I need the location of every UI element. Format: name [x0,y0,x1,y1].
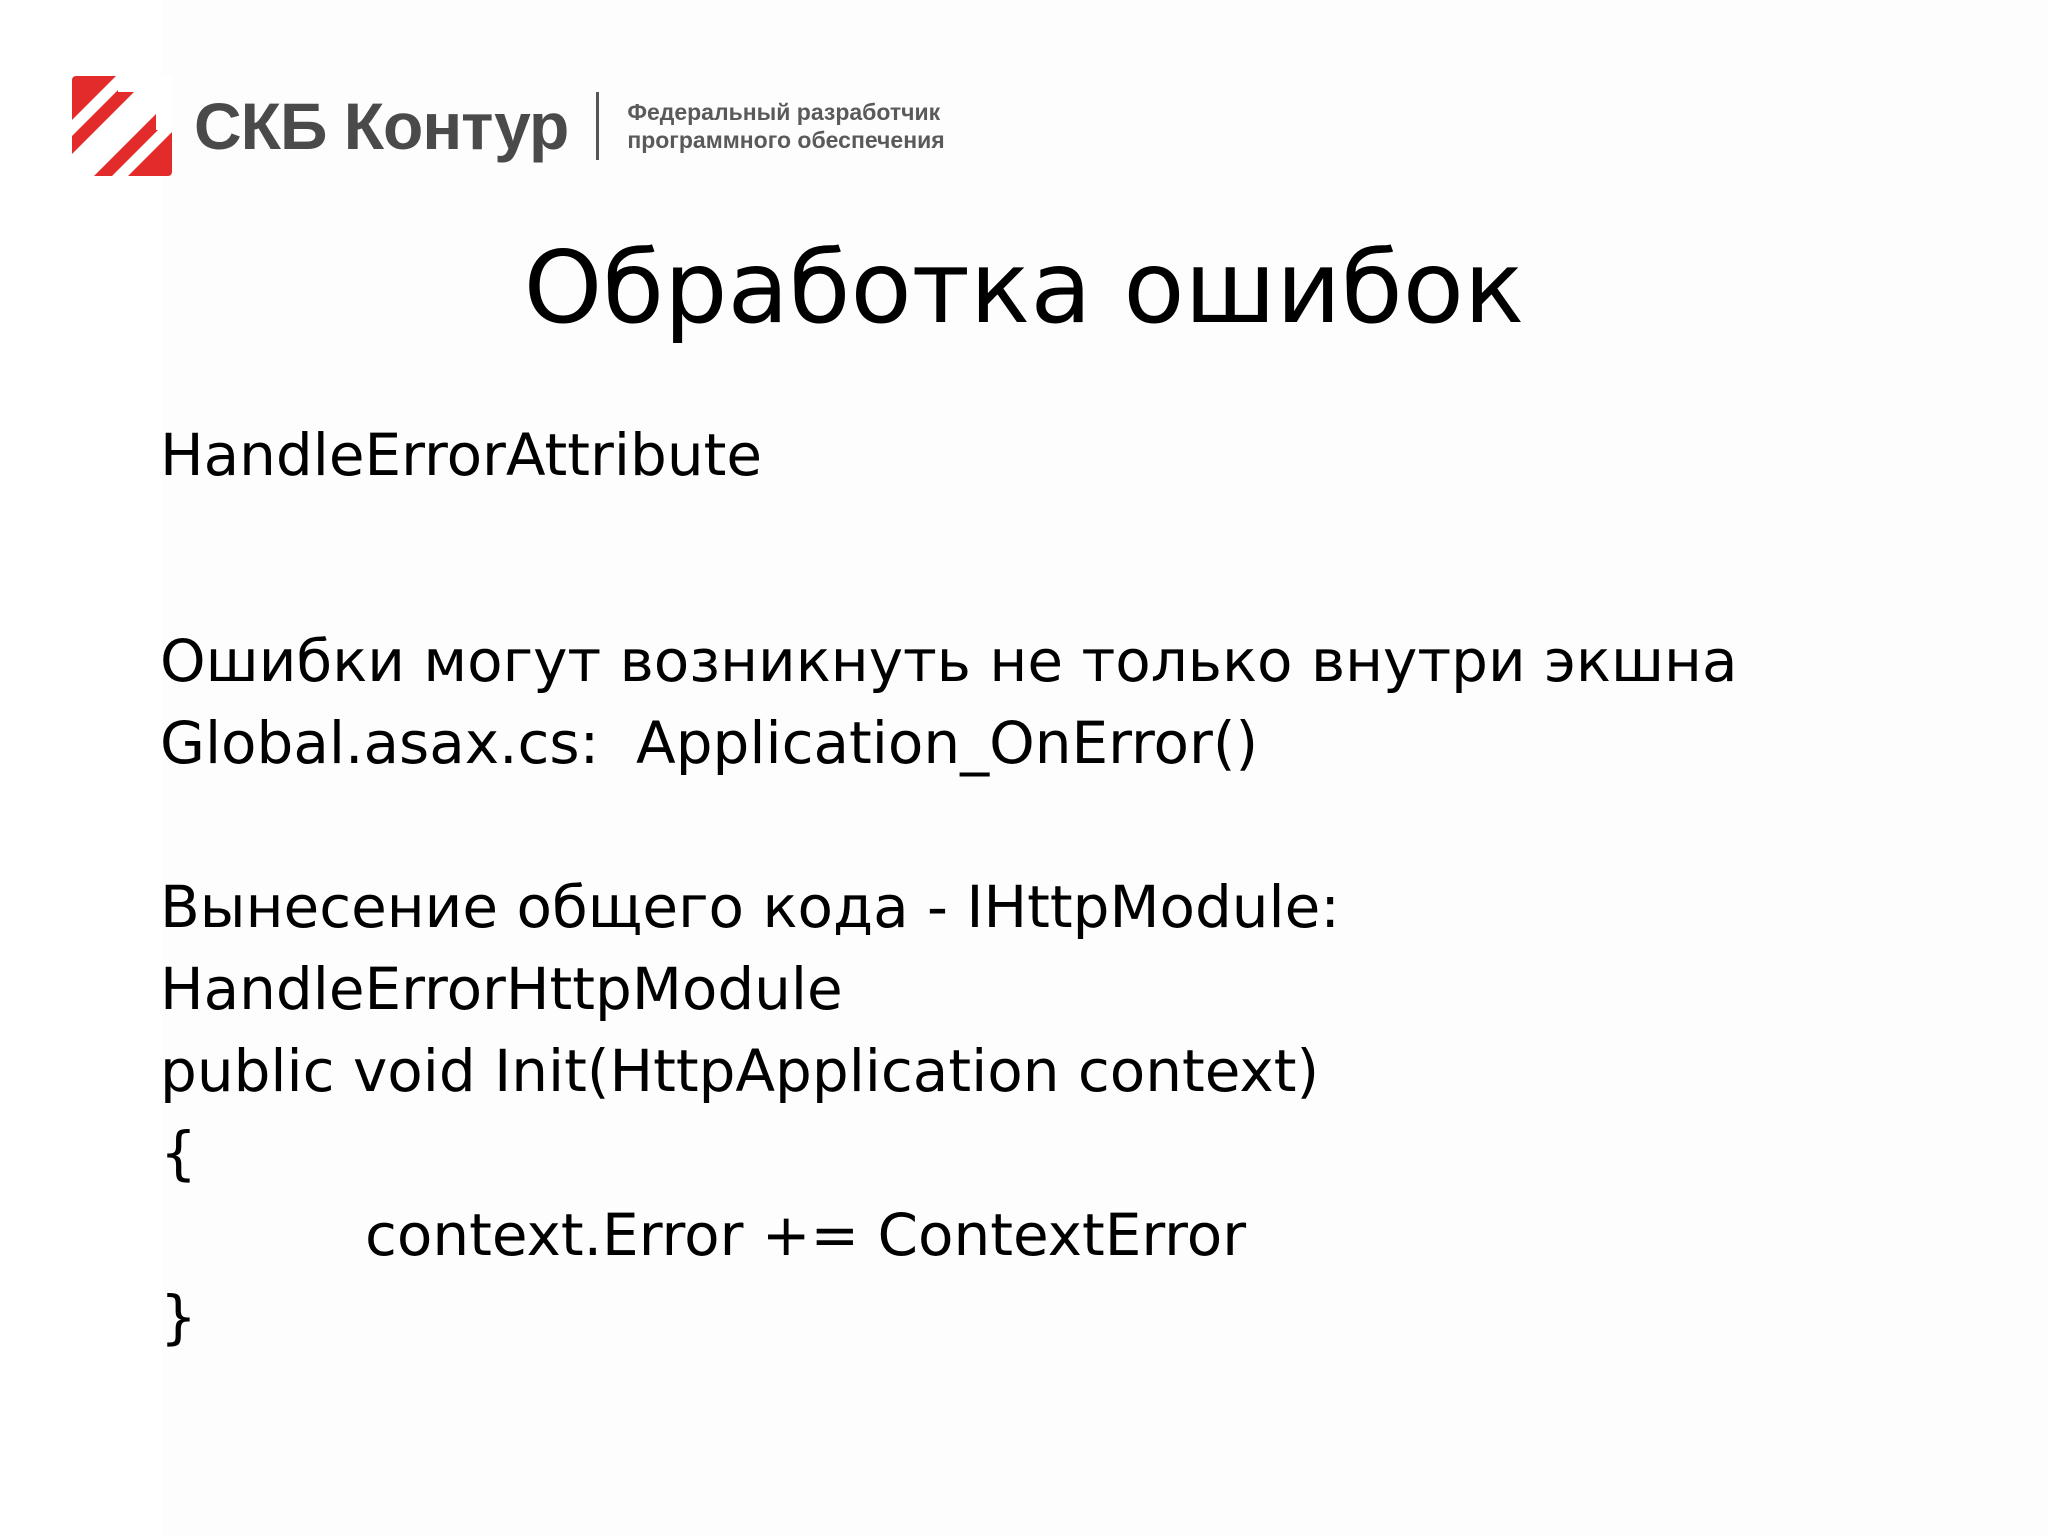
body-line-http-module: HandleErrorHttpModule [160,955,843,1023]
logo-tagline-line-1: Федеральный разработчик [627,99,941,125]
logo-tagline-line-2: программного обеспечения [627,127,945,153]
company-logo [72,74,945,178]
body-line-handle-error-attribute: HandleErrorAttribute [160,421,763,489]
logo-name: СКБ Контур [194,89,569,163]
kontur-arrow-icon [72,76,172,176]
code-line-open-brace: { [160,1119,197,1187]
logo-tagline [627,98,944,154]
body-line-common-code: Вынесение общего кода - IHttpModule: [160,873,1340,941]
code-line-error-handler: context.Error += ContextError [365,1201,1247,1269]
slide-title: Обработка ошибок [523,229,1525,346]
logo-divider [596,92,599,160]
body-line-global-asax: Global.asax.cs: Application_OnError() [160,709,1259,777]
code-line-close-brace: } [160,1283,197,1351]
body-line-errors-outside-action: Ошибки могут возникнуть не только внутри экшна [160,627,1738,695]
code-line-init-signature: public void Init(HttpApplication context) [160,1037,1320,1105]
